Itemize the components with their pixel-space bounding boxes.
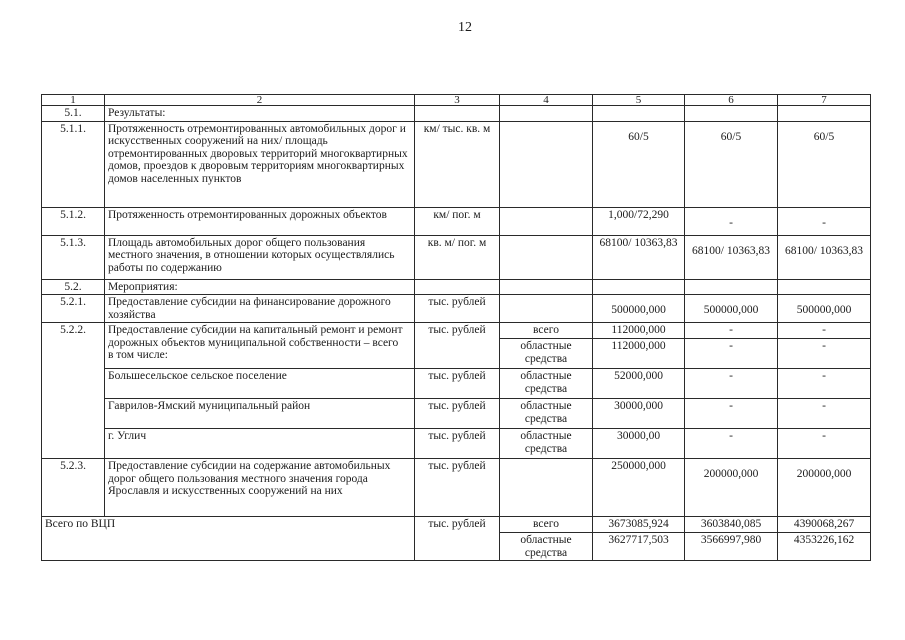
table-row — [42, 399, 871, 429]
row-number: 5.2.3. — [42, 459, 105, 517]
row-unit: тыс. рублей — [415, 295, 500, 323]
table-row — [42, 295, 871, 323]
value-col-6: - — [685, 429, 778, 459]
table-row — [42, 369, 871, 399]
value-col-6: 3566997,980 — [685, 533, 778, 561]
value-col-6: 200000,000 — [685, 459, 778, 517]
value-col-6: 68100/ 10363,83 — [685, 235, 778, 279]
value-col-6: - — [685, 323, 778, 339]
row-unit: тыс. рублей — [415, 399, 500, 429]
value-col-5: 1,000/72,290 — [593, 207, 685, 235]
program-results-table — [41, 94, 871, 561]
table-row — [42, 121, 871, 207]
header-col-1: 1 — [42, 95, 105, 106]
value-col-5: 52000,000 — [593, 369, 685, 399]
table-row — [42, 323, 871, 339]
row-description-sub: в том числе: — [108, 349, 168, 361]
value-col-7: 60/5 — [778, 121, 871, 207]
row-number: 5.1.3. — [42, 235, 105, 279]
row-number: 5.2.2. — [42, 323, 105, 459]
value-col-6: - — [685, 339, 778, 369]
value-col-7: - — [778, 369, 871, 399]
section-title: Мероприятия: — [105, 279, 415, 295]
value-col-5: 3673085,924 — [593, 517, 685, 533]
funding-source: областные средства — [500, 339, 593, 369]
value-col-7: 68100/ 10363,83 — [778, 235, 871, 279]
header-col-3: 3 — [415, 95, 500, 106]
row-description: Предоставление субсидии на содержание автомобильных дорог общего пользования местного значения города Ярославля и искусственных сооружений на них — [105, 459, 415, 517]
value-col-6: 3603840,085 — [685, 517, 778, 533]
value-col-6: 60/5 — [685, 121, 778, 207]
value-col-6: - — [685, 207, 778, 235]
header-col-5: 5 — [593, 95, 685, 106]
table-row — [42, 429, 871, 459]
row-number: 5.2.1. — [42, 295, 105, 323]
value-col-6: 500000,000 — [685, 295, 778, 323]
row-description: Предоставление субсидии на финансирование дорожного хозяйства — [105, 295, 415, 323]
value-col-6: - — [685, 399, 778, 429]
value-col-5: 30000,00 — [593, 429, 685, 459]
total-row — [42, 517, 871, 533]
value-col-5: 250000,000 — [593, 459, 685, 517]
row-description: Протяженность отремонтированных дорожных объектов — [105, 207, 415, 235]
table-row — [42, 235, 871, 279]
value-col-7: 4390068,267 — [778, 517, 871, 533]
total-label: Всего по ВЦП — [42, 517, 415, 561]
row-description: Большесельское сельское поселение — [105, 369, 415, 399]
header-col-7: 7 — [778, 95, 871, 106]
value-col-7: - — [778, 339, 871, 369]
row-number: 5.1.2. — [42, 207, 105, 235]
funding-source: всего — [500, 323, 593, 339]
value-col-7: - — [778, 399, 871, 429]
value-col-5: 30000,000 — [593, 399, 685, 429]
funding-source: всего — [500, 517, 593, 533]
row-unit: тыс. рублей — [415, 459, 500, 517]
row-description — [105, 323, 415, 369]
section-title: Результаты: — [105, 106, 415, 122]
value-col-6: - — [685, 369, 778, 399]
row-number: 5.1.1. — [42, 121, 105, 207]
funding-source: областные средства — [500, 399, 593, 429]
table-row — [42, 459, 871, 517]
row-description: Площадь автомобильных дорог общего пользования местного значения, в отношении которых осуществлялись работы по содержанию — [105, 235, 415, 279]
value-col-7: - — [778, 323, 871, 339]
table-row — [42, 106, 871, 122]
row-unit: тыс. рублей — [415, 429, 500, 459]
funding-source: областные средства — [500, 369, 593, 399]
row-unit: кв. м/ пог. м — [415, 235, 500, 279]
row-number: 5.1. — [42, 106, 105, 122]
row-description: Протяженность отремонтированных автомобильных дорог и искусственных сооружений на них/ площадь отремонтированных дворовых территорий многоквартирных домов, проездов к дворовым территориям многоквартирных домов населенных пунктов — [105, 121, 415, 207]
value-col-5: 68100/ 10363,83 — [593, 235, 685, 279]
value-col-5: 500000,000 — [593, 295, 685, 323]
value-col-7: - — [778, 429, 871, 459]
value-col-7: 500000,000 — [778, 295, 871, 323]
row-unit: тыс. рублей — [415, 323, 500, 369]
row-description: г. Углич — [105, 429, 415, 459]
row-unit: тыс. рублей — [415, 369, 500, 399]
table-row — [42, 207, 871, 235]
row-description-main: Предоставление субсидии на капитальный ремонт и ремонт дорожных объектов муниципальной собственности – всего — [108, 324, 403, 349]
value-col-7: 4353226,162 — [778, 533, 871, 561]
row-number: 5.2. — [42, 279, 105, 295]
value-col-7: 200000,000 — [778, 459, 871, 517]
row-description: Гаврилов-Ямский муниципальный район — [105, 399, 415, 429]
header-col-4: 4 — [500, 95, 593, 106]
value-col-7: - — [778, 207, 871, 235]
row-unit: км/ пог. м — [415, 207, 500, 235]
header-col-6: 6 — [685, 95, 778, 106]
column-number-row — [42, 95, 871, 106]
value-col-5: 3627717,503 — [593, 533, 685, 561]
funding-source: областные средства — [500, 429, 593, 459]
value-col-5: 60/5 — [593, 121, 685, 207]
value-col-5: 112000,000 — [593, 339, 685, 369]
header-col-2: 2 — [105, 95, 415, 106]
row-unit: км/ тыс. кв. м — [415, 121, 500, 207]
funding-source: областные средства — [500, 533, 593, 561]
value-col-5: 112000,000 — [593, 323, 685, 339]
table-row — [42, 279, 871, 295]
row-unit: тыс. рублей — [415, 517, 500, 561]
page-number: 12 — [458, 20, 472, 35]
